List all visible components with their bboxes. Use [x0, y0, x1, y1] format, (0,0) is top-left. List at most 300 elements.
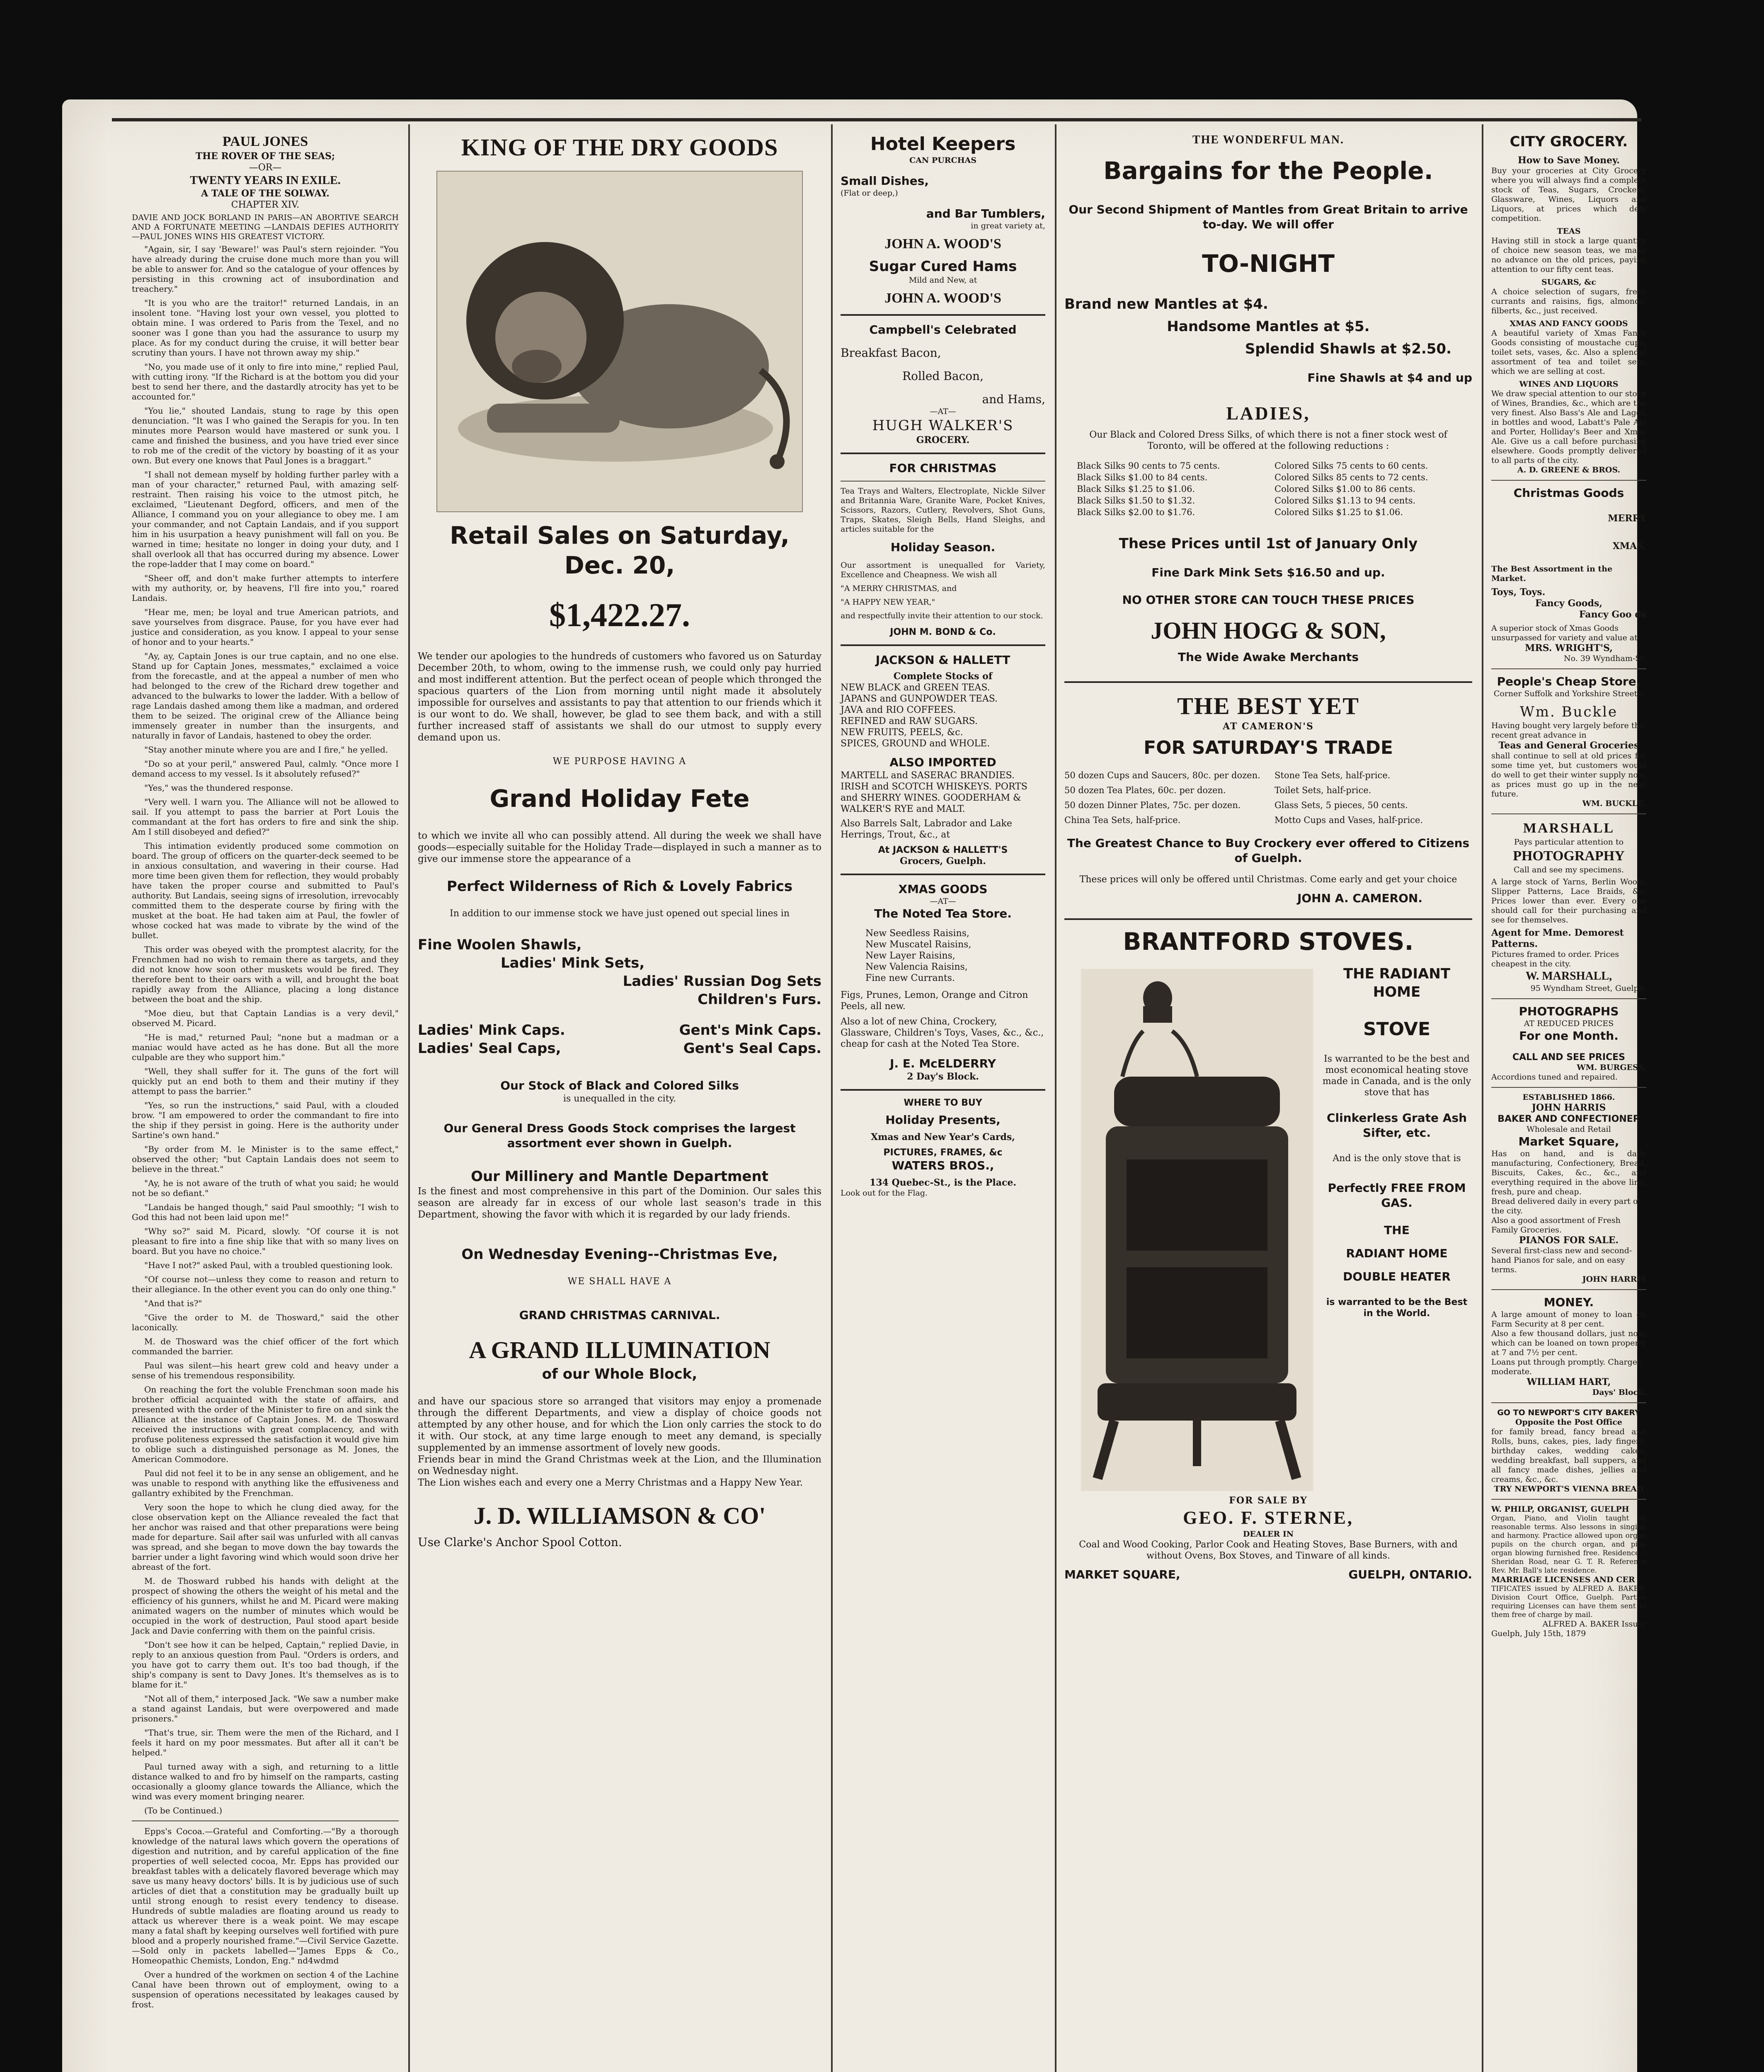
xmas-goods: XMAS GOODS: [898, 882, 988, 896]
story-paragraph: "I shall not demean myself by holding further parley with a man of your character," returned Paul, with amazing self-restraint. Then raising his voice to the utmost pitch, he exclaimed, "Lieutenant Degford, officers, and men of the Alliance, I command you on your allegiance to obey me. I am your commander, and not Captain Landais, and if you support him in his usurpation a heavy punishment will fall on you. Be warned in time; hesitate no longer in doing your duty, and I shall overlook all that has occurred during my absence. Lower the rope-ladder that I may come on board.": [132, 470, 399, 569]
millinery-text: Is the finest and most comprehensive in this part of the Dominion. Our sales this season are already far in excess of our whole last season's trade in this Department, showing the favor with which it is regarded by our lady friends.: [418, 1186, 821, 1220]
list-item: New Layer Raisins,: [865, 951, 955, 961]
list-item: Motto Cups and Vases, half-price.: [1275, 815, 1423, 825]
the-word: THE: [1384, 1223, 1410, 1237]
yarns-text: A large stock of Yarns, Berlin Wools, Slipper Patterns, Lace Braids, &c. Prices lower than ever. Every one should call for their purchasing and see for themselves.: [1491, 877, 1646, 925]
caps-row: [418, 1039, 821, 1058]
shall-have-line: WE SHALL HAVE A: [567, 1276, 672, 1287]
divider: [1491, 1402, 1646, 1403]
list-item: 50 dozen Cups and Saucers, 80c. per dozen.: [1064, 770, 1260, 780]
city-grocery: CITY GROCERY.: [1510, 133, 1628, 150]
where-to-buy: WHERE TO BUY: [904, 1098, 982, 1108]
teas-text: Having still in stock a large quantity of choice new season teas, we make no advance on the old prices, paying attention to our fifty cent teas.: [1491, 236, 1646, 274]
greatest-chance: The Greatest Chance to Buy Crockery ever offered to Citizens of Guelph.: [1067, 836, 1470, 865]
column-divider: [1482, 124, 1483, 2072]
merry-christmas: "A MERRY CHRISTMAS, and: [841, 584, 957, 593]
pictures-framed: Pictures framed to order. Prices cheapest in the city.: [1491, 950, 1619, 968]
hugh-walker: HUGH WALKER'S: [872, 417, 1014, 434]
list-item: Toilet Sets, half-price.: [1275, 785, 1371, 795]
xmas-cards: Xmas and New Year's Cards,: [871, 1132, 1015, 1143]
list-item: Black Silks 90 cents to 75 cents.: [1077, 461, 1220, 471]
silk-intro: Our Black and Colored Dress Silks, of which there is not a finer stock west of Toronto, will be offered at the following reductions :: [1089, 430, 1447, 451]
small-dishes: Small Dishes,: [841, 174, 929, 188]
carnival-heading: GRAND CHRISTMAS CARNIVAL.: [519, 1308, 720, 1322]
reduced-prices: AT REDUCED PRICES: [1524, 1019, 1614, 1028]
divider: [1491, 1499, 1646, 1500]
warranted-text: Is warranted to be the best and most economical heating stove made in Canada, and is the only stove that has: [1322, 1054, 1471, 1098]
baker-issuer: ALFRED A. BAKER Issuer: [1542, 1619, 1646, 1629]
purpose-line: WE PURPOSE HAVING A: [552, 756, 687, 767]
mink-sets-line: Ladies' Mink Sets,: [501, 955, 645, 971]
story-paragraph: "Hear me, men; be loyal and true American patriots, and save yourselves from disgrace. Pause, for you have ever had justice and consideration, as you know. I appeal to your sense of honor and to your hearts.": [132, 607, 399, 647]
dress-goods-heading: Our General Dress Goods Stock comprises the largest assortment ever shown in Guelph.: [443, 1121, 796, 1150]
sugars-heading: SUGARS, &c: [1541, 278, 1597, 287]
figs-text: Figs, Prunes, Lemon, Orange and Citron Peels, all new.: [841, 990, 1028, 1012]
shawls-250: Splendid Shawls at $2.50.: [1245, 341, 1451, 357]
also-imported: ALSO IMPORTED: [889, 755, 996, 769]
fancy-goods-2: Fancy Goo ds: [1579, 609, 1646, 620]
list-item: JAVA and RIO COFFEES.: [841, 705, 956, 715]
wines-heading: WINES AND LIQUORS: [1519, 380, 1619, 389]
promenade-text: and have our spacious store so arranged that visitors may enjoy a promenade through the different Departments, and view a display of choice goods not attempted by any other house, and for which the Lion only carries the stock to do it with. Our stock, at any time large enough to meet any demand, is specially supplemented by an immense assortment of lovely new goods.: [418, 1396, 821, 1453]
imported-list: MARTELL and SASERAC BRANDIES. IRISH and SCOTCH WHISKEYS. PORTS and SHERRY WINES. GOODERHAM & WALKER'S RYE and MALT.: [841, 770, 1027, 814]
william-hart: WILLIAM HART,: [1527, 1377, 1611, 1387]
story-synopsis: DAVIE AND JOCK BORLAND IN PARIS—AN ABORTIVE SEARCH AND A FORTUNATE MEETING —LANDAIS DEFIES AUTHORITY—PAUL JONES WINS HIS GREATEST VICTORY.: [132, 213, 399, 241]
story-chapter: CHAPTER XIV.: [231, 200, 300, 210]
crockery-left: [1064, 768, 1262, 828]
rolled-bacon: Rolled Bacon,: [902, 369, 984, 383]
story-paragraph: "He is mad," returned Paul; "none but a madman or a maniac would have acted as he has done. But all the more culpable are they who support him.": [132, 1032, 399, 1062]
divider: [841, 481, 1045, 482]
superior-text: A superior stock of Xmas Goods unsurpassed for variety and value at: [1491, 624, 1638, 642]
divider: [1491, 480, 1646, 481]
column-local-ads: [833, 133, 1053, 2072]
and-hams: and Hams,: [982, 392, 1045, 406]
divider: [1064, 918, 1472, 920]
silk-price-list: [1064, 460, 1472, 518]
stove-illustration: [1081, 969, 1313, 1491]
john-wood: JOHN A. WOOD'S: [884, 236, 1001, 252]
address-row: [1064, 1567, 1472, 1582]
black-silks: [1077, 460, 1262, 518]
whole-block: of our Whole Block,: [542, 1366, 698, 1382]
column-divider: [831, 124, 833, 2072]
hardware-list: Tea Trays and Walters, Electroplate, Nickle Silver and Britannia Ware, Granite Ware, Pocket Knives, Scissors, Razors, Cutlery, Revolvers, Shot Guns, Traps, Skates, Sleigh Bells, Hand Sleighs, and articles suitable for the: [841, 487, 1045, 534]
john-hogg: JOHN HOGG & SON,: [1151, 617, 1386, 644]
list-item: REFINED and RAW SUGARS.: [841, 716, 978, 726]
divider: [841, 1089, 1045, 1091]
raisins-list: [865, 928, 1045, 984]
sugars-text: A choice selection of sugars, fresh currants and raisins, figs, almonds, filberts, &c., just received.: [1491, 287, 1646, 315]
breakfast-bacon: Breakfast Bacon,: [841, 346, 941, 360]
philp-organist: W. PHILP, ORGANIST, GUELPH: [1491, 1505, 1629, 1514]
list-item: Colored Silks $1.00 to 86 cents.: [1275, 484, 1416, 494]
story-paragraph: "Ay, ay, Captain Jones is our true captain, and no one else. Stand up for Captain Jones, messmates," exclaimed a voice from the forecastle, and at the appeal a number of men who had belonged to the crew of the Richard drew together and advanced to the bulwarks to lower the ladder. With a bellow of rage Landais dashed among them like a madman, and ordered them to be seized. The original crew of the Alliance being immensely greater in number than the insurgents, and naturally in favor of Landais, hastened to obey the order.: [132, 651, 399, 741]
holiday-presents: Holiday Presents,: [885, 1113, 1001, 1127]
merry: MERRY: [1608, 513, 1646, 524]
story-tale: A TALE OF THE SOLWAY.: [201, 188, 330, 199]
list-item: JAPANS and GUNPOWDER TEAS.: [841, 694, 998, 704]
pianos-sale: PIANOS FOR SALE.: [1519, 1235, 1619, 1246]
story-paragraph: On reaching the fort the voluble Frenchman soon made his brother official acquainted with the state of affairs, and presented with the order of the Minister to fire on and sink the Alliance at the instance of Captain Jones. M. de Thosward received the instructions with great complacency, and with profuse politeness expressed the satisfaction it would give him to oblige such a distinguished personage as M. Jones, the American Commodore.: [132, 1385, 399, 1464]
story-paragraph: "Do so at your peril," answered Paul, calmly. "Once more I demand access to my vessel. Is it absolutely refused?": [132, 759, 399, 779]
respect-text: and respectfully invite their attention to our stock.: [841, 611, 1043, 620]
story-paragraph: "Well, they shall suffer for it. The guns of the fort will quickly put an end both to them and their mutiny if they attempt to pass the barrier.": [132, 1066, 399, 1096]
noted-tea-store: The Noted Tea Store.: [874, 907, 1012, 920]
bargains-heading: Bargains for the People.: [1103, 157, 1433, 185]
baker-confectioner: BAKER AND CONFECTIONER: [1497, 1114, 1640, 1124]
crockery-list: [1064, 768, 1472, 828]
mcelderry: J. E. McELDERRY: [890, 1057, 996, 1070]
dealer-in: DEALER IN: [1243, 1530, 1294, 1539]
story-paragraph: "Sheer off, and don't make further attempts to interfere with my authority, or, by heavens, I'll fire into you," roared Landais.: [132, 573, 399, 603]
tumblers-note: in great variety at,: [971, 221, 1045, 230]
campbell-heading: Campbell's Celebrated: [869, 323, 1017, 336]
waters-bros: WATERS BROS.,: [892, 1159, 994, 1172]
list-item: Black Silks $1.50 to $1.32.: [1077, 496, 1195, 506]
gents-mink-caps: Gent's Mink Caps.: [679, 1022, 821, 1038]
holiday-season: Holiday Season.: [890, 540, 996, 554]
list-item: New Seedless Raisins,: [865, 928, 969, 939]
vienna-bread: TRY NEWPORT'S VIENNA BREAD: [1494, 1484, 1644, 1493]
marshall-address: 95 Wyndham Street, Guelph.: [1530, 984, 1646, 993]
delivered-text: Bread delivered daily in every part of the city.: [1491, 1197, 1641, 1215]
christmas-goods: Christmas Goods: [1513, 486, 1624, 500]
call-see-prices: CALL AND SEE PRICES: [1512, 1052, 1626, 1063]
divider: [841, 314, 1045, 316]
illumination-heading: A GRAND ILLUMINATION: [469, 1336, 771, 1363]
top-rule: [112, 118, 1641, 121]
coal-text: Coal and Wood Cooking, Parlor Cook and Heating Stoves, Base Burners, with and without Ovens, Box Stoves, and Tinware of all kinds.: [1079, 1539, 1458, 1561]
divider: [1491, 998, 1646, 999]
mrs-wright: MRS. WRIGHT'S,: [1525, 643, 1613, 654]
fine-shawls: Fine Shawls at $4 and up: [1307, 371, 1472, 385]
at-label: —AT—: [930, 897, 956, 906]
story-paragraph: "Again, sir, I say 'Beware!' was Paul's stern rejoinder. "You have already during the cruise done much more than you will be able to answer for. And so the catalogue of your offences by persisting in this crowning act of insubordination and treachery.": [132, 244, 399, 294]
story-paragraph: "By order from M. le Minister is to the same effect," observed the other; "but Captain Landais does not seem to believe in the threat.": [132, 1144, 399, 1174]
williamson-firm: J. D. WILLIAMSON & CO': [473, 1502, 766, 1529]
for-christmas: FOR CHRISTMAS: [889, 461, 997, 475]
story-paragraph: "Landais be hanged though," said Paul smoothly; "I wish to God this had not been laid upon me!": [132, 1202, 399, 1222]
story-paragraph: (To be Continued.): [144, 1806, 223, 1815]
lachine-notice: Over a hundred of the workmen on section 4 of the Lachine Canal have been thrown out of employment, owing to a suspension of operations necessitated by leakages caused by frost.: [132, 1970, 399, 2009]
loans-text: Loans put through promptly. Charges moderate.: [1491, 1358, 1641, 1376]
stove-word: STOVE: [1363, 1019, 1431, 1040]
clarke-cotton: Use Clarke's Anchor Spool Cotton.: [418, 1535, 622, 1549]
tonight: TO-NIGHT: [1202, 249, 1335, 278]
barrels-text: Also Barrels Salt, Labrador and Lake Herrings, Trout, &c., at: [841, 818, 1012, 840]
john-cameron: JOHN A. CAMERON.: [1297, 891, 1422, 905]
buy-text: Buy your groceries at City Grocery where you will always find a complete stock of Teas, Sugars, Crockery, Glassware, Wines, Liquors and Liquors, at prices which defy competition.: [1491, 166, 1646, 223]
cheap-store: People's Cheap Store,: [1497, 675, 1641, 688]
story-paragraph: Paul was silent—his heart grew cold and heavy under a sense of his tremendous responsibility.: [132, 1360, 399, 1380]
at-camerons: AT CAMERON'S: [1223, 721, 1314, 732]
story-paragraph: "Give the order to M. de Thosward," said the other laconically.: [132, 1312, 399, 1332]
story-paragraph: "And that is?": [144, 1298, 202, 1308]
newspaper-page: [62, 99, 1646, 2072]
call-see: Call and see my specimens.: [1513, 865, 1624, 874]
mink-sets: Fine Dark Mink Sets $16.50 and up.: [1151, 566, 1385, 579]
list-item: Black Silks $1.00 to 84 cents.: [1077, 472, 1208, 482]
best-yet: THE BEST YET: [1177, 692, 1359, 719]
list-item: China Tea Sets, half-price.: [1064, 815, 1181, 825]
stove-text: [1313, 965, 1472, 1319]
look-for-flag: Look out for the Flag.: [841, 1188, 928, 1198]
can-purchase: CAN PURCHAS: [909, 156, 977, 165]
dog-sets-line: Ladies' Russian Dog Sets: [623, 973, 821, 990]
teas-groceries: Teas and General Groceries: [1498, 740, 1639, 751]
list-item: NEW FRUITS, PEELS, &c.: [841, 727, 963, 738]
mild-new: Mild and New, at: [909, 276, 977, 285]
gents-seal-caps: Gent's Seal Caps.: [683, 1040, 821, 1057]
pianos-text: Several first-class new and second-hand Pianos for sale, and on easy terms.: [1491, 1246, 1632, 1274]
column-divider: [408, 124, 410, 2072]
at-jackson-hallett: At JACKSON & HALLETT'S: [878, 845, 1008, 855]
assortment-text: Our assortment is unequalled for Variety, Excellence and Cheapness. We wish all: [841, 561, 1045, 579]
at-label: —AT—: [930, 407, 956, 416]
newport-bakery: GO TO NEWPORT'S CITY BAKERY: [1497, 1408, 1640, 1417]
saturdays-trade: FOR SATURDAY'S TRADE: [1144, 737, 1393, 758]
column-serial-story: [124, 133, 406, 2072]
established: ESTABLISHED 1866.: [1522, 1093, 1615, 1102]
complete-stocks: Complete Stocks of: [893, 671, 993, 682]
john-bond: JOHN M. BOND & Co.: [890, 627, 996, 637]
free-from-gas: Perfectly FREE FROM GAS.: [1328, 1181, 1466, 1210]
philp-text: Organ, Piano, and Violin taught on reasonable terms. Also lessons in singing and harmony. Practice allowed upon organ pupils on the church organ, and pipe organ blowing furnished free. Residence—Sheridan Road, near G. T. R. Reference Rev. Mr. Ball's late residence.: [1491, 1514, 1646, 1575]
few-thousand: Also a few thousand dollars, just now, which can be loaned on town property at 7 and 7½ per cent.: [1491, 1329, 1646, 1357]
large-amount: A large amount of money to loan on Farm Security at 8 per cent.: [1491, 1310, 1646, 1329]
list-item: New Valencia Raisins,: [865, 962, 968, 972]
list-item: New Muscatel Raisins,: [865, 939, 972, 950]
hotel-keepers: Hotel Keepers: [870, 133, 1016, 155]
shawls-line: Fine Woolen Shawls,: [418, 937, 582, 953]
list-item: Stone Tea Sets, half-price.: [1275, 770, 1391, 780]
prices-until: These Prices until 1st of January Only: [1119, 535, 1418, 552]
ladies-heading: LADIES,: [1226, 403, 1311, 424]
save-money: How to Save Money.: [1517, 155, 1620, 166]
story-or: —OR—: [249, 162, 282, 173]
one-month: For one Month.: [1519, 1029, 1619, 1043]
days-block: 2 Day's Block.: [907, 1071, 979, 1082]
story-title-2: TWENTY YEARS IN EXILE.: [190, 174, 341, 187]
story-paragraph: "It is you who are the traitor!" returned Landais, in an insolent tone. "Having lost your own vessel, you plotted to obtain mine. I was ordered to Paris from the Texel, and no sooner was I gone than you had the assurance to usurp my place. As for my conduct during the cruise, it will better bear scrutiny than yours. I have not thrown away my ship.": [132, 298, 399, 358]
bar-tumblers: and Bar Tumblers,: [926, 207, 1045, 220]
jackson-hallett: JACKSON & HALLETT: [875, 653, 1010, 667]
brantford-stoves: BRANTFORD STOVES.: [1123, 927, 1414, 956]
story-paragraph: "Moe dieu, but that Captain Landias is a very devil," observed M. Picard.: [132, 1008, 399, 1028]
bought-text: Having bought very largely before the recent great advance in: [1491, 721, 1644, 740]
xmas-fancy: XMAS AND FANCY GOODS: [1510, 319, 1628, 328]
quebec-street: 134 Quebec-St., is the Place.: [869, 1177, 1017, 1188]
list-item: NEW BLACK and GREEN TEAS.: [841, 683, 990, 693]
holiday-fete: Grand Holiday Fete: [489, 784, 750, 813]
divider: [841, 453, 1045, 454]
divider: [132, 1820, 399, 1821]
accordions: Accordions tuned and repaired.: [1491, 1072, 1618, 1082]
story-paragraph: "Not all of them," interposed Jack. "We saw a number make a stand against Landais, but were overpowered and made prisoners.": [132, 1694, 399, 1723]
story-subtitle: THE ROVER OF THE SEAS;: [195, 151, 335, 162]
friends-text: Friends bear in mind the Grand Christmas week at the Lion, and the Illumination on Wednesday night.: [418, 1454, 821, 1477]
story-paragraph: "Don't see how it can be helped, Captain," replied Davie, in reply to an anxious question from Paul. "Orders is orders, and you have got to carry them out. It's too bad though, if the ship's company is sent to Davy Jones. It's themselves as is to blame for it.": [132, 1640, 399, 1690]
hart-days-block: Days' Block.: [1592, 1388, 1646, 1397]
money: MONEY.: [1544, 1295, 1594, 1309]
story-paragraph: "No, you made use of it only to fire into mine," replied Paul, with cutting irony. "If the Richard is at the bottom you did your best to send her there, and the dastardly atrocity has yet to be accounted for.": [132, 362, 399, 402]
marriage-licenses: MARRIAGE LICENSES AND CER: [1491, 1575, 1635, 1584]
geo-sterne: GEO. F. STERNE,: [1183, 1508, 1354, 1528]
buckle-text: shall continue to sell at old prices for some time yet, but customers would do well to get their winter supply now, as prices must go up in the near future.: [1491, 751, 1646, 799]
guelph-ontario: GUELPH, ONTARIO.: [1348, 1568, 1472, 1581]
colored-silks: [1275, 460, 1460, 518]
photography: PHOTOGRAPHY: [1513, 848, 1625, 864]
story-paragraph: Very soon the hope to which he clung died away, for the close observation kept on the Alliance revealed the fact that her anchor was raised and that other preparations were being made for departure. Sail after sail was unfurled with all canvas was spread, and she began to move down the bay towards the barrier under a light favoring wind which would soon drive her abreast of the fort.: [132, 1502, 399, 1572]
millinery-heading: Our Millinery and Mantle Department: [471, 1168, 768, 1185]
sugar-cured-hams: Sugar Cured Hams: [869, 258, 1017, 275]
list-item: Colored Silks $1.13 to 94 cents.: [1275, 496, 1416, 506]
story-paragraph: "Of course not—unless they come to reason and return to their allegiance. In the other event you can do only one thing.": [132, 1274, 399, 1294]
silks-note: is unequalled in the city.: [563, 1094, 676, 1104]
demorest: Agent for Mme. Demorest Patterns.: [1491, 927, 1624, 949]
only-stove: And is the only stove that is: [1333, 1153, 1461, 1164]
story-paragraph: "Stay another minute where you are and I fire," he yelled.: [144, 745, 388, 755]
shipment-text: Our Second Shipment of Mantles from Great Britain to arrive to-day. We will offer: [1069, 203, 1468, 231]
column-classifieds: [1484, 133, 1654, 2072]
radiant-home: THE RADIANT HOME: [1343, 966, 1451, 1000]
greene-bros: A. D. GREENE & BROS.: [1517, 465, 1621, 474]
toys: Toys, Toys.: [1491, 587, 1546, 598]
wines-text: We draw special attention to our stock of Wines, Brandies, &c., which are the very finest. Also Bass's Ale and Lager, in bottles and wood, Labatt's Pale Ale and Porter, Holliday's Beer and Xmas Ale. Give us a call before purchasing elsewhere. Goods promptly delivered to all parts of the city.: [1491, 389, 1646, 465]
silks-heading: Our Stock of Black and Colored Silks: [500, 1079, 739, 1092]
divider: [841, 644, 1045, 646]
wholesale-retail: Wholesale and Retail: [1527, 1125, 1611, 1134]
double-heater: DOUBLE HEATER: [1343, 1270, 1451, 1283]
story-paragraph: Paul turned away with a sigh, and returning to a little distance walked to and fro by himself on the ramparts, casting occasionally a gloomy glance towards the Alliance, which the wind was every moment bringing nearer.: [132, 1762, 399, 1801]
photographs: PHOTOGRAPHS: [1519, 1005, 1619, 1018]
mantles-4: Brand new Mantles at $4.: [1064, 296, 1268, 312]
story-title: PAUL JONES: [222, 134, 308, 149]
wilderness-heading: Perfect Wilderness of Rich & Lovely Fabrics: [446, 878, 793, 895]
family-text: Also a good assortment of Fresh Family Groceries.: [1491, 1216, 1621, 1234]
story-paragraph: This intimation evidently produced some commotion on board. The group of officers on the quarter-deck seemed to be in anxious consultation, and wavering in their course. Had more time been given them for reflection, they would probably have taken the proper course and submitted to Paul's authority. But Landais, seeing signs of irresolution, irrevocably committed them to the desperate course by firing with the musket at the boat. He had taken aim at Paul, the fowler of whose cocked hat was made to vibrate by the wind of the bullet.: [132, 841, 399, 940]
story-paragraph: "Why so?" said M. Picard, slowly. "Of course it is not pleasant to fire into a fine ship like that with so many lives on board. But you have no choice.": [132, 1226, 399, 1256]
story-paragraph: M. de Thosward rubbed his hands with delight at the prospect of showing the others the weight of his metal and the efficiency of his gunners, whilst he and M. Picard were making animated wagers on the number of minutes which would be occupied in the work of destruction, Paul stood apart beside Jack and Davie conferring with them on the painful crisis.: [132, 1576, 399, 1636]
w-marshall: W. MARSHALL,: [1525, 970, 1612, 983]
stove-ad: [1064, 965, 1472, 1495]
issue-date: Guelph, July 15th, 1879: [1491, 1629, 1586, 1638]
list-item: Glass Sets, 5 pieces, 50 cents.: [1275, 800, 1408, 810]
best-in-world: is warranted to be the Best in the World.: [1326, 1297, 1468, 1319]
story-paragraph: "Have I not?" asked Paul, with a troubled questioning look.: [144, 1260, 393, 1270]
wide-awake: The Wide Awake Merchants: [1178, 650, 1359, 664]
lion-illustration: [436, 171, 803, 512]
john-wood-2: JOHN A. WOOD'S: [884, 290, 1001, 306]
grocers-guelph: Grocers, Guelph.: [900, 856, 986, 867]
addition-text: In addition to our immense stock we have just opened out special lines in: [450, 908, 790, 919]
invite-text: to which we invite all who can possibly attend. All during the week we shall have goods—especially suitable for the Holiday Trade—displayed in such a manner as to give our immense store the appearance of a: [418, 830, 821, 864]
wm-buckle: WM. BUCKLE.: [1582, 799, 1646, 808]
ladies-mink-caps: Ladies' Mink Caps.: [418, 1022, 565, 1038]
certificates-text: TIFICATES issued by ALFRED A. BAKER, Division Court Office, Guelph. Parties requiring Licenses can have them sent to them free of charge by mail.: [1491, 1585, 1646, 1619]
story-paragraph: "Yes, so run the instructions," said Paul, with a clouded brow. "I am empowered to order the commandant to fire into the ship if they persist in going. Here is the authority under Sartine's own hand.": [132, 1100, 399, 1140]
happy-new-year: "A HAPPY NEW YEAR,": [841, 598, 935, 607]
walker-grocery: GROCERY.: [916, 435, 970, 445]
story-text: [132, 244, 399, 2009]
list-item: Colored Silks 75 cents to 60 cents.: [1275, 461, 1428, 471]
divider: [1491, 1087, 1646, 1088]
john-harris: JOHN HARRIS: [1531, 1102, 1606, 1113]
corner-text: Corner Suffolk and Yorkshire Streets.: [1493, 689, 1644, 698]
ladies-seal-caps: Ladies' Seal Caps,: [418, 1040, 561, 1057]
story-paragraph: This order was obeyed with the promptest alacrity, for the Frenchmen had no wish to remain there as targets, and they did not know how soon other muskets would be fired. They therefore bent to their oars with a will, and brought the boat rapidly away from the Alliance, placing a long distance between the boat and the ship.: [132, 944, 399, 1004]
list-item: 50 dozen Dinner Plates, 75c. per dozen.: [1064, 800, 1241, 810]
divider: [1491, 1289, 1646, 1290]
dishes-note: (Flat or deep,): [841, 189, 898, 198]
story-paragraph: "Very well. I warn you. The Alliance will not be allowed to sail. If you attempt to pass the barrier at Port Louis the commandant at the fort has orders to fire and sink the ship. Am I still disobeyed and defied?": [132, 797, 399, 837]
story-paragraph: "Yes," was the thundered response.: [144, 783, 293, 793]
stock-list: [841, 682, 1045, 749]
divider: [1491, 668, 1646, 669]
story-paragraph: M. de Thosward was the chief officer of the fort which commanded the barrier.: [132, 1336, 399, 1356]
these-prices: These prices will only be offered until Christmas. Come early and get your choice: [1079, 874, 1457, 885]
pays-attention: Pays particular attention to: [1514, 838, 1624, 847]
crockery-right: [1275, 768, 1472, 828]
list-item: Colored Silks $1.25 to $1.06.: [1275, 507, 1403, 517]
pictures-frames: PICTURES, FRAMES, &c: [883, 1147, 1003, 1158]
divider: [1491, 813, 1646, 814]
story-paragraph: Paul did not feel it to be in any sense an obligement, and he was unable to respond with anything like the effusiveness and gallantry exhibited by the Frenchman.: [132, 1468, 399, 1498]
list-item: Colored Silks 85 cents to 72 cents.: [1275, 472, 1428, 482]
china-text: Also a lot of new China, Crockery, Glassware, Children's Toys, Vases, &c., &c., cheap for cash at the Noted Tea Store.: [841, 1017, 1044, 1049]
story-paragraph: "You lie," shouted Landais, stung to rage by this open denunciation. "It was I who gained the Serapis for you. In ten minutes more Pearson would have mastered or sunk you. I came and finished the business, and you have tried ever since to rob me of the credit of the victory by boasting of it as your own. But every one knows that Paul Jones is a braggart.": [132, 406, 399, 465]
story-paragraph: "That's true, sir. Them were the men of the Richard, and I feels it hard on my poor messmates. But after all it can't be helped.": [132, 1728, 399, 1757]
clinkerless: Clinkerless Grate Ash Sifter, etc.: [1326, 1111, 1467, 1140]
caps-row: [418, 1021, 821, 1039]
wm-buckle-header: Wm. Buckle: [1519, 704, 1618, 720]
xmas: XMAS.: [1612, 541, 1646, 552]
wm-burgess: WM. BURGESS.: [1577, 1063, 1646, 1072]
epps-cocoa-ad: Epps's Cocoa.—Grateful and Comforting.—"By a thorough knowledge of the natural laws which govern the operations of digestion and nutrition, and by careful application of the fine properties of well selected cocoa, Mr. Epps has provided our breakfast tables with a delicately flavored beverage which may save us many heavy doctors' bills. It is by judicious use of such articles of diet that a constitution may be gradually built up until strong enough to resist every tendency to disease. Hundreds of subtle maladies are floating around us ready to attack us wherever there is a weak point. We may escape many a fatal shaft by keeping ourselves well fortified with pure blood and a properly nourished frame."—Civil Service Gazette. —Sold only in packets labelled—"James Epps & Co., Homeopathic Chemists, London, Eng." nd4wdmd: [132, 1826, 399, 1965]
list-item: Black Silks $1.25 to $1.06.: [1077, 484, 1195, 494]
hand-text: Has on hand, and is daily manufacturing, Confectionery, Bread, Biscuits, Cakes, &c., &c., and everything required in the above line, fresh, pure and cheap.: [1491, 1149, 1646, 1196]
no-other-store: NO OTHER STORE CAN TOUCH THESE PRICES: [1122, 593, 1415, 607]
radiant-home-2: RADIANT HOME: [1346, 1247, 1448, 1260]
wednesday-heading: On Wednesday Evening--Christmas Eve,: [461, 1246, 778, 1263]
childrens-furs-line: Children's Furs.: [698, 991, 821, 1008]
best-assortment: The Best Assortment in the Market.: [1491, 564, 1613, 583]
column-hogg-cameron-stoves: [1057, 133, 1480, 2072]
column-divider: [1055, 124, 1056, 2072]
newport-text: for family bread, fancy bread and Rolls, buns, cakes, pies, lady fingers, birthday cakes, wedding cakes, wedding breakfast, ball suppers, and all fancy made dishes, jellies and creams, &c., &c.: [1491, 1427, 1646, 1484]
wonderful-man: THE WONDERFUL MAN.: [1192, 133, 1345, 146]
list-item: Black Silks $2.00 to $1.76.: [1077, 507, 1195, 517]
wright-address: No. 39 Wyndham-St.: [1564, 654, 1646, 663]
sales-amount: $1,422.27.: [549, 597, 690, 634]
opposite-post-office: Opposite the Post Office: [1515, 1418, 1623, 1427]
apology-text: We tender our apologies to the hundreds of customers who favored us on Saturday December 20th, to whom, owing to the immense rush, we could only pay hurried and most indifferent attention. But the perfect ocean of people which thronged the spacious quarters of the Lion from morning until night made it absolutely impossible for ourselves and assistants to pay that attention to our friends which it is our wont to do. We shall, however, be glad to see them back, and with a still further increased staff of assistants we shall do our utmost to supply every demand upon us.: [418, 651, 821, 743]
list-item: Fine new Currants.: [865, 973, 955, 983]
harris-market-square: Market Square,: [1518, 1135, 1619, 1148]
story-paragraph: "Ay, he is not aware of the truth of what you said; he would not be so defiant.": [132, 1178, 399, 1198]
mantles-5: Handsome Mantles at $5.: [1167, 318, 1370, 335]
divider: [1064, 681, 1472, 683]
divider: [841, 874, 1045, 875]
list-item: 50 dozen Tea Plates, 60c. per dozen.: [1064, 785, 1226, 795]
column-williamson-ad: [410, 133, 829, 2072]
market-square: MARKET SQUARE,: [1064, 1568, 1180, 1581]
marshall: MARSHALL: [1523, 821, 1615, 836]
fancy-goods: Fancy Goods,: [1535, 598, 1603, 609]
wishes-text: The Lion wishes each and every one a Merry Christmas and a Happy New Year.: [418, 1477, 803, 1488]
retail-sales-heading: Retail Sales on Saturday, Dec. 20,: [450, 521, 790, 579]
